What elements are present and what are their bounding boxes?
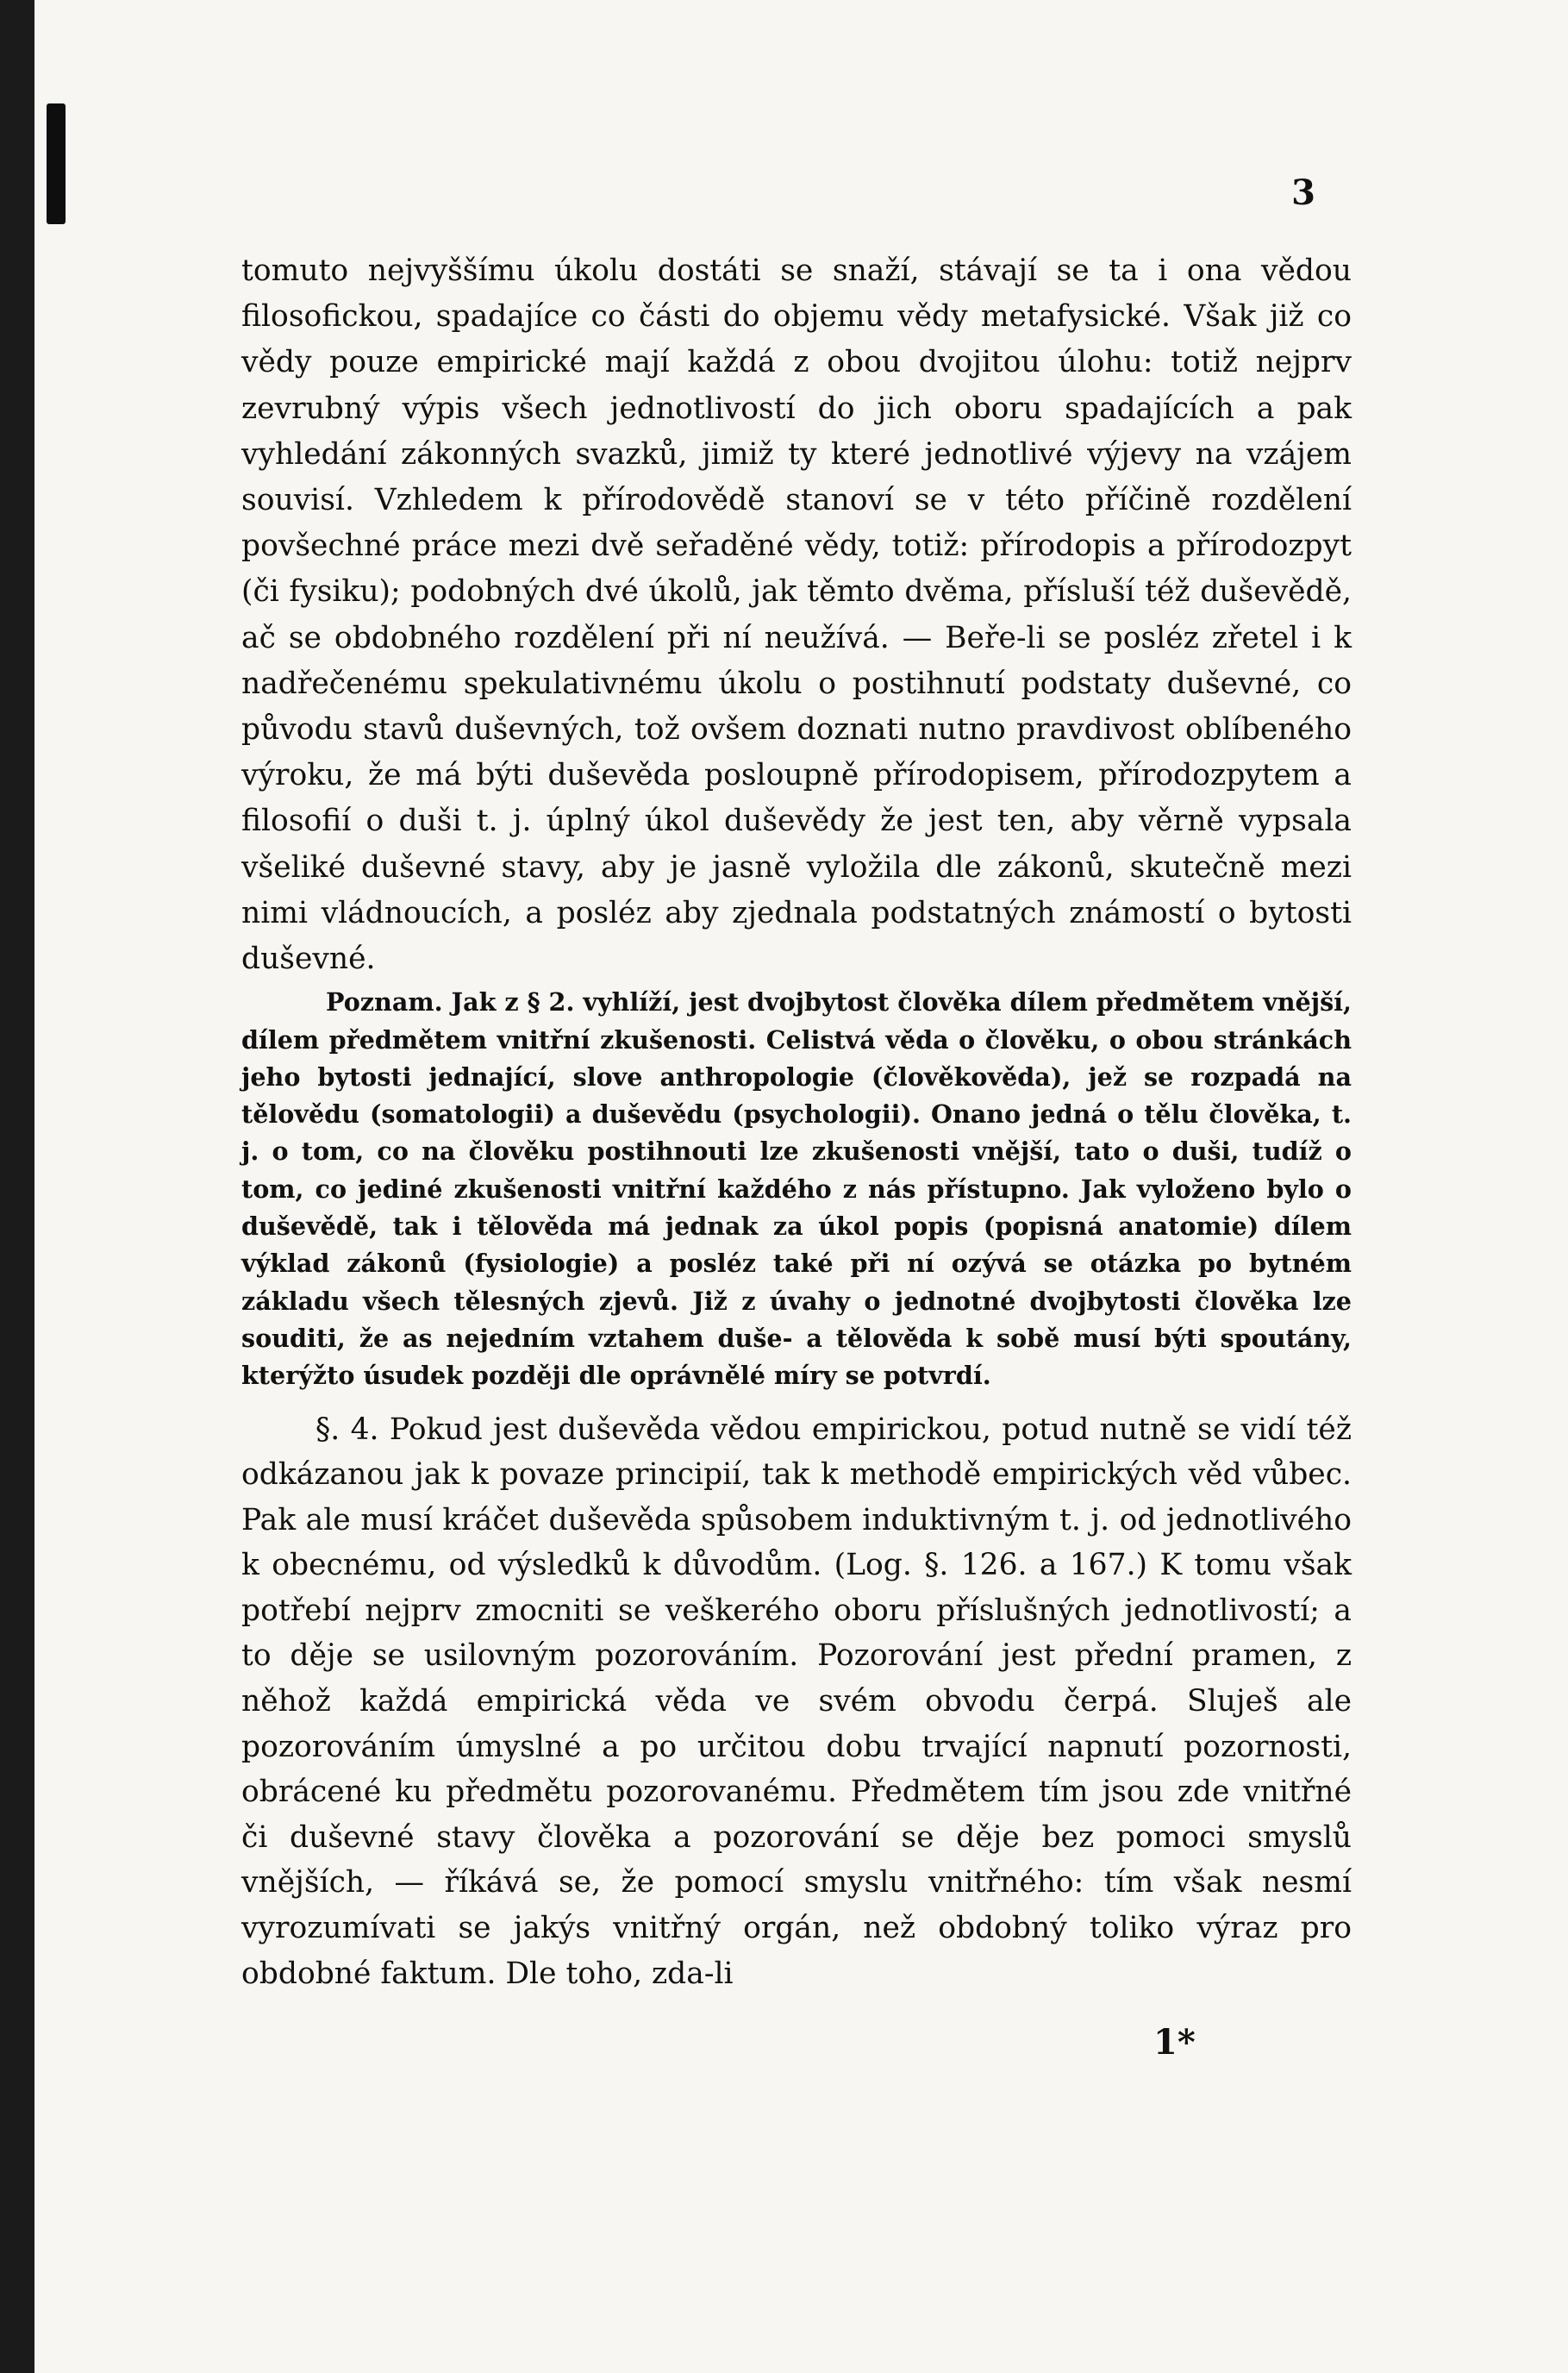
- text-block-main: [241, 248, 1352, 982]
- scan-edge-mark: [47, 103, 66, 224]
- paragraph-main: tomuto nejvyššímu úkolu dostáti se snaží, stávají se ta i ona vědou filosofickou, spadajíce co části do objemu vědy metafysické. Však již co vědy pouze empirické mají každá z obou dvojitou úlohu: totiž nejprv zevrubný výpis všech jednotlivostí do jich oboru spadajících a pak vyhledání zákonných svazků, jimiž ty které jednotlivé výjevy na vzájem souvisí. Vzhledem k přírodovědě stanoví se v této příčině rozdělení povšechné práce mezi dvě seřaděné vědy, totiž: přírodopis a přírodozpyt (či fysiku); podobných dvé úkolů, jak těmto dvěma, přísluší též duševědě, ač se obdobného rozdělení při ní neužívá. — Beře-li se posléz zřetel i k nadřečenému spekulativnému úkolu o postihnutí podstaty duševné, co původu stavů duševných, tož ovšem doznati nutno pravdivost oblíbeného výroku, že má býti duševěda posloupně přírodopisem, přírodozpytem a filosofií o duši t. j. úplný úkol duševědy že jest ten, aby věrně vypsala všeliké duševné stavy, aby je jasně vyložila dle zákonů, skutečně mezi nimi vládnoucích, a posléz aby zjednala podstatných známostí o bytosti duševné.: [241, 254, 1352, 977]
- paragraph-note: Poznam. Jak z § 2. vyhlíží, jest dvojbytost člověka dílem předmětem vnější, dílem předmětem vnitřní zkušenosti. Celistvá věda o člověku, o obou stránkách jeho bytosti jednající, slove anthropologie (člověkověda), jež se rozpadá na tělovědu (somatologii) a duševědu (psychologii). Onano jedná o tělu člověka, t. j. o tom, co na člověku postihnouti lze zkušenosti vnější, tato o duši, tudíž o tom, co jediné zkušenosti vnitřní každého z nás přístupno. Jak vyloženo bylo o duševědě, tak i tělověda má jednak za úkol popis (popisná anatomie) dílem výklad zákonů (fysiologie) a posléz také při ní ozývá se otázka po bytném základu všech tělesných zjevů. Již z úvahy o jednotné dvojbytosti člověka lze souditi, že as nejedním vztahem duše- a tělověda k sobě musí býti spoutány, kterýžto úsudek později dle oprávnělé míry se potvrdí.: [241, 987, 1352, 1391]
- paragraph-section-4: §. 4. Pokud jest duševěda vědou empirickou, potud nutně se vidí též odkázanou jak k povaze principií, tak k methodě empirických věd vůbec. Pak ale musí kráčet duševěda spůsobem induktivným t. j. od jednotlivého k obecnému, od výsledků k důvodům. (Log. §. 126. a 167.) K tomu však potřebí nejprv zmocniti se veškerého oboru příslušných jednotlivostí; a to děje se usilovným pozorováním. Pozorování jest přední pramen, z něhož každá empirická věda ve svém obvodu čerpá. Sluješ ale pozorováním úmyslné a po určitou dobu trvající napnutí pozornosti, obrácené ku předmětu pozorovanému. Předmětem tím jsou zde vnitřné či duševné stavy člověka a pozorování se děje bez pomoci smyslů vnějších, — říkává se, že pomocí smyslu vnitřného: tím však nesmí vyrozumívati se jakýs vnitřný orgán, než obdobný toliko výraz pro obdobné faktum. Dle toho, zda-li: [241, 1412, 1352, 1991]
- signature-mark: 1*: [1153, 2022, 1196, 2063]
- page-number: 3: [1291, 172, 1315, 213]
- page-body: [241, 248, 1352, 1996]
- text-block-section-4: [241, 1407, 1352, 1997]
- text-block-note: [241, 984, 1352, 1394]
- book-page: [34, 0, 1568, 2373]
